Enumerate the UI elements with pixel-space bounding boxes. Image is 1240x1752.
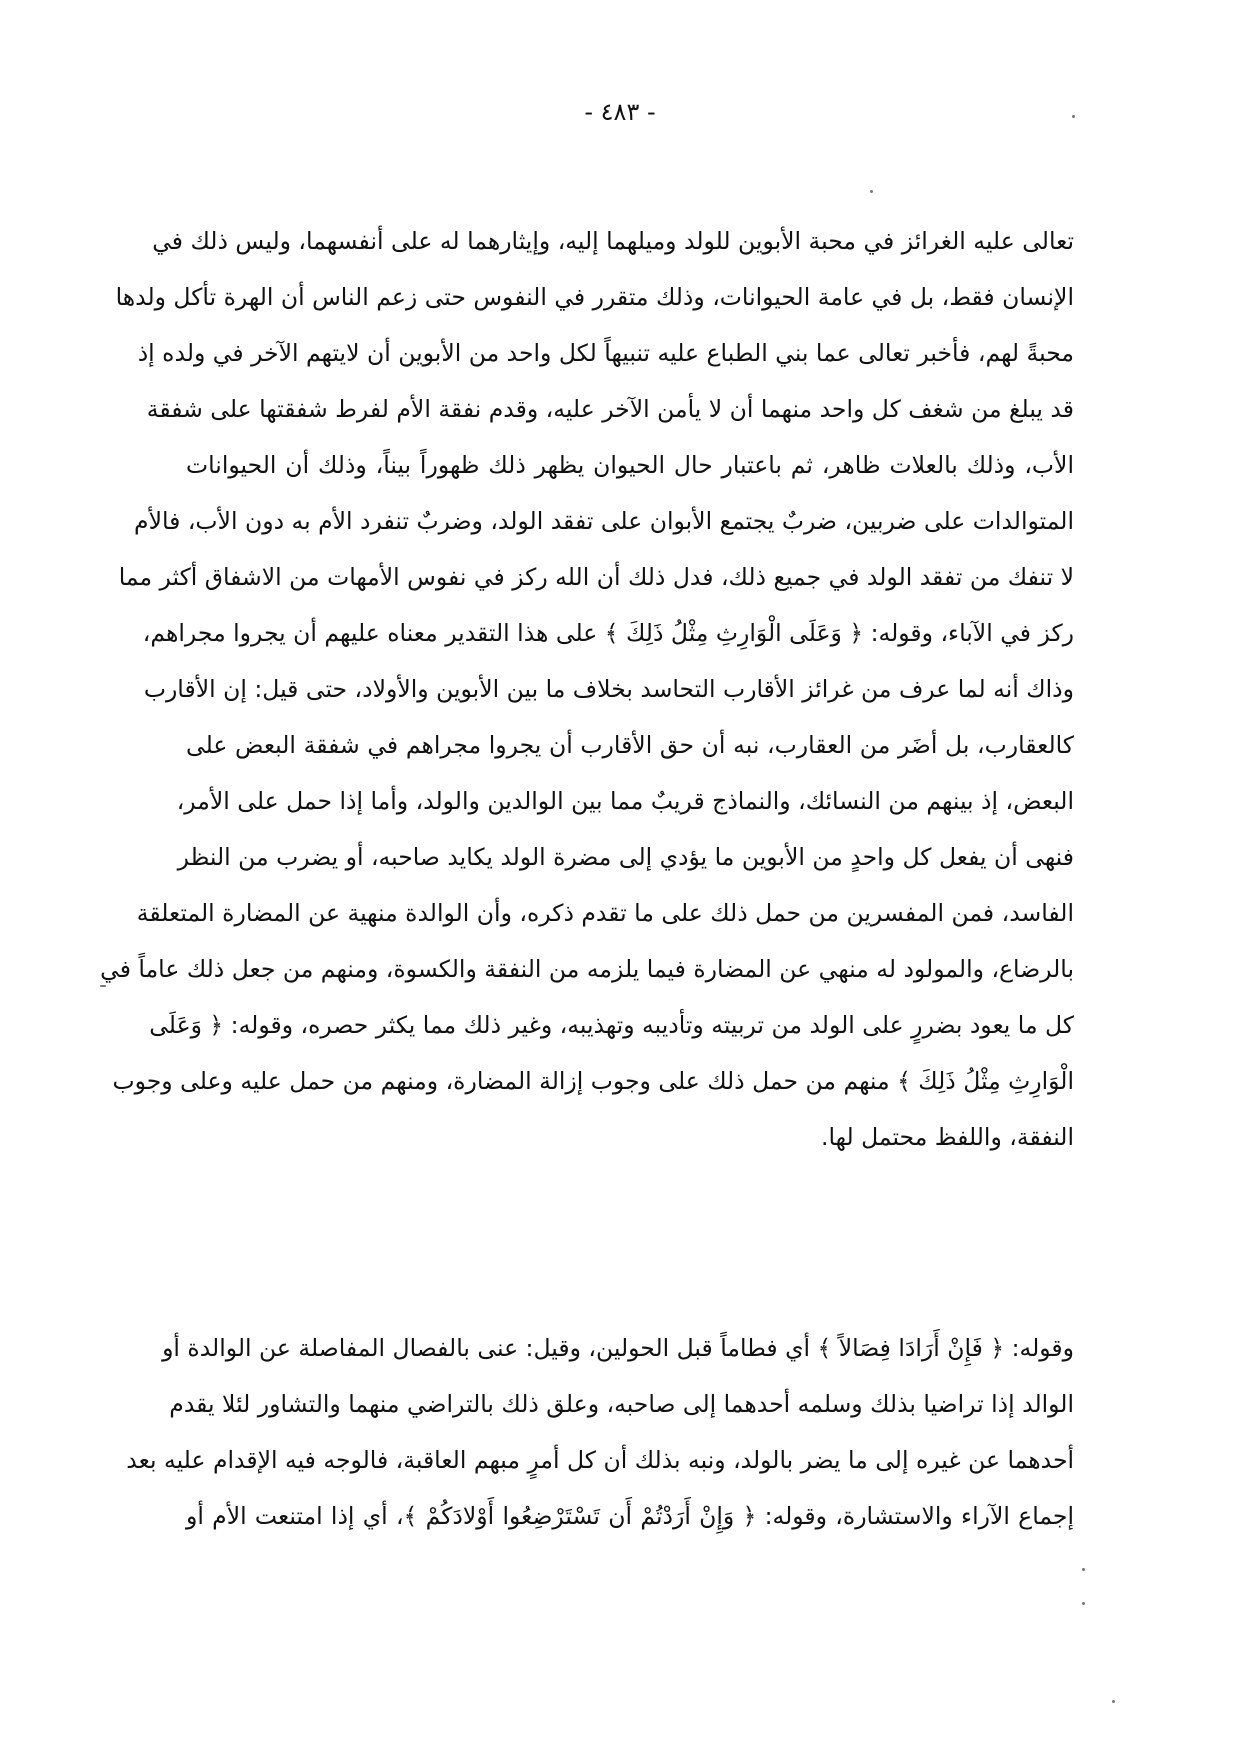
text-line: فنهى أن يفعل كل واحدٍ من الأبوين ما يؤدي إلى مضرة الولد يكايد صاحبه، أو يضرب من النظر bbox=[177, 843, 1074, 871]
scan-speck bbox=[100, 985, 106, 987]
text-line: الأب، وذلك بالعلات ظاهر، ثم باعتبار حال الحيوان يظهر ذلك ظهوراً بيناً، وذلك أن الحيوانات bbox=[186, 451, 1074, 479]
text-line: النفقة، واللفظ محتمل لها. bbox=[820, 1123, 1074, 1151]
paragraph-1 bbox=[100, 213, 1074, 1165]
text-line: كل ما يعود بضررٍ على الولد من تربيته وتأديبه وتهذيبه، وغير ذلك مما يكثر حصره، وقوله: ﴿ وَعَلَى bbox=[149, 1011, 1074, 1039]
scan-speck bbox=[1082, 1602, 1085, 1605]
text-line: الفاسد، فمن المفسرين من حمل ذلك على ما تقدم ذكره، وأن الوالدة منهية عن المضارة المتعلقة bbox=[136, 899, 1074, 927]
scan-speck bbox=[1072, 115, 1075, 118]
text-line: تعالى عليه الغرائز في محبة الأبوين للولد وميلهما إليه، وإيثارهما له على أنفسهما، وليس ذلك في bbox=[152, 227, 1074, 255]
text-line: لا تنفك من تفقد الولد في جميع ذلك، فدل ذلك أن الله ركز في نفوس الأمهات من الاشفاق أكثر مما bbox=[118, 563, 1074, 591]
text-line: أحدهما عن غيره إلى ما يضر بالولد، ونبه بذلك أن كل أمرٍ مبهم العاقبة، فالوجه فيه الإقدام عليه بعد bbox=[126, 1446, 1074, 1474]
paragraph-2 bbox=[126, 1320, 1074, 1544]
scan-speck bbox=[1112, 1700, 1115, 1703]
text-line: المتوالدات على ضربين، ضربٌ يجتمع الأبوان على تفقد الولد، وضربٌ تنفرد الأم به دون الأب، فالأم bbox=[134, 507, 1074, 535]
text-line: محبةً لهم، فأخبر تعالى عما بني الطباع عليه تنبيهاً لكل واحد من الأبوين أن لايتهم الآخر في ولده إذ bbox=[137, 339, 1074, 367]
text-line: وقوله: ﴿ فَإِنْ أَرَادَا فِصَالاً ﴾ أي فطاماً قبل الحولين، وقيل: عنى بالفصال المفاصلة عن الوالدة أو bbox=[162, 1334, 1074, 1362]
text-line: البعض، إذ بينهم من النسائك، والنماذج قريبٌ مما بين الوالدين والولد، وأما إذا حمل على الأمر، bbox=[176, 787, 1074, 815]
scan-speck bbox=[1082, 1568, 1085, 1571]
text-line: الْوَارِثِ مِثْلُ ذَلِكَ ﴾ منهم من حمل ذلك على وجوب إزالة المضارة، ومنهم من حمل عليه وعلى وجوب bbox=[112, 1067, 1074, 1095]
text-line: الوالد إذا تراضيا بذلك وسلمه أحدهما إلى صاحبه، وعلق ذلك بالتراضي منهما والتشاور لئلا يقدم bbox=[169, 1390, 1074, 1418]
text-line: بالرضاع، والمولود له منهي عن المضارة فيما يلزمه من النفقة والكسوة، ومنهم من جعل ذلك عاماً في bbox=[100, 955, 1074, 983]
text-line: وذاك أنه لما عرف من غرائز الأقارب التحاسد بخلاف ما بين الأبوين والأولاد، حتى قيل: إن الأقارب bbox=[143, 675, 1074, 703]
scan-speck bbox=[870, 190, 873, 193]
text-line: قد يبلغ من شغف كل واحد منهما أن لا يأمن الآخر عليه، وقدم نفقة الأم لفرط شفقتها على شفقة bbox=[146, 395, 1074, 423]
page-number: - ٤٨٣ - bbox=[584, 98, 656, 126]
text-line: الإنسان فقط، بل في عامة الحيوانات، وذلك متقرر في النفوس حتى زعم الناس أن الهرة تأكل ولدها bbox=[115, 283, 1074, 311]
text-line: إجماع الآراء والاستشارة، وقوله: ﴿ وَإِنْ أَرَدْتُمْ أَن تَسْتَرْضِعُوا أَوْلادَكُمْ ﴾، أي إذا امتنعت الأم أو bbox=[186, 1502, 1074, 1530]
text-line: كالعقارب، بل أضَر من العقارب، نبه أن حق الأقارب أن يجروا مجراهم في شفقة البعض على bbox=[186, 731, 1074, 759]
text-line: ركز في الآباء، وقوله: ﴿ وَعَلَى الْوَارِثِ مِثْلُ ذَلِكَ ﴾ على هذا التقدير معناه عليهم أن يجروا مجراهم، bbox=[142, 619, 1074, 647]
